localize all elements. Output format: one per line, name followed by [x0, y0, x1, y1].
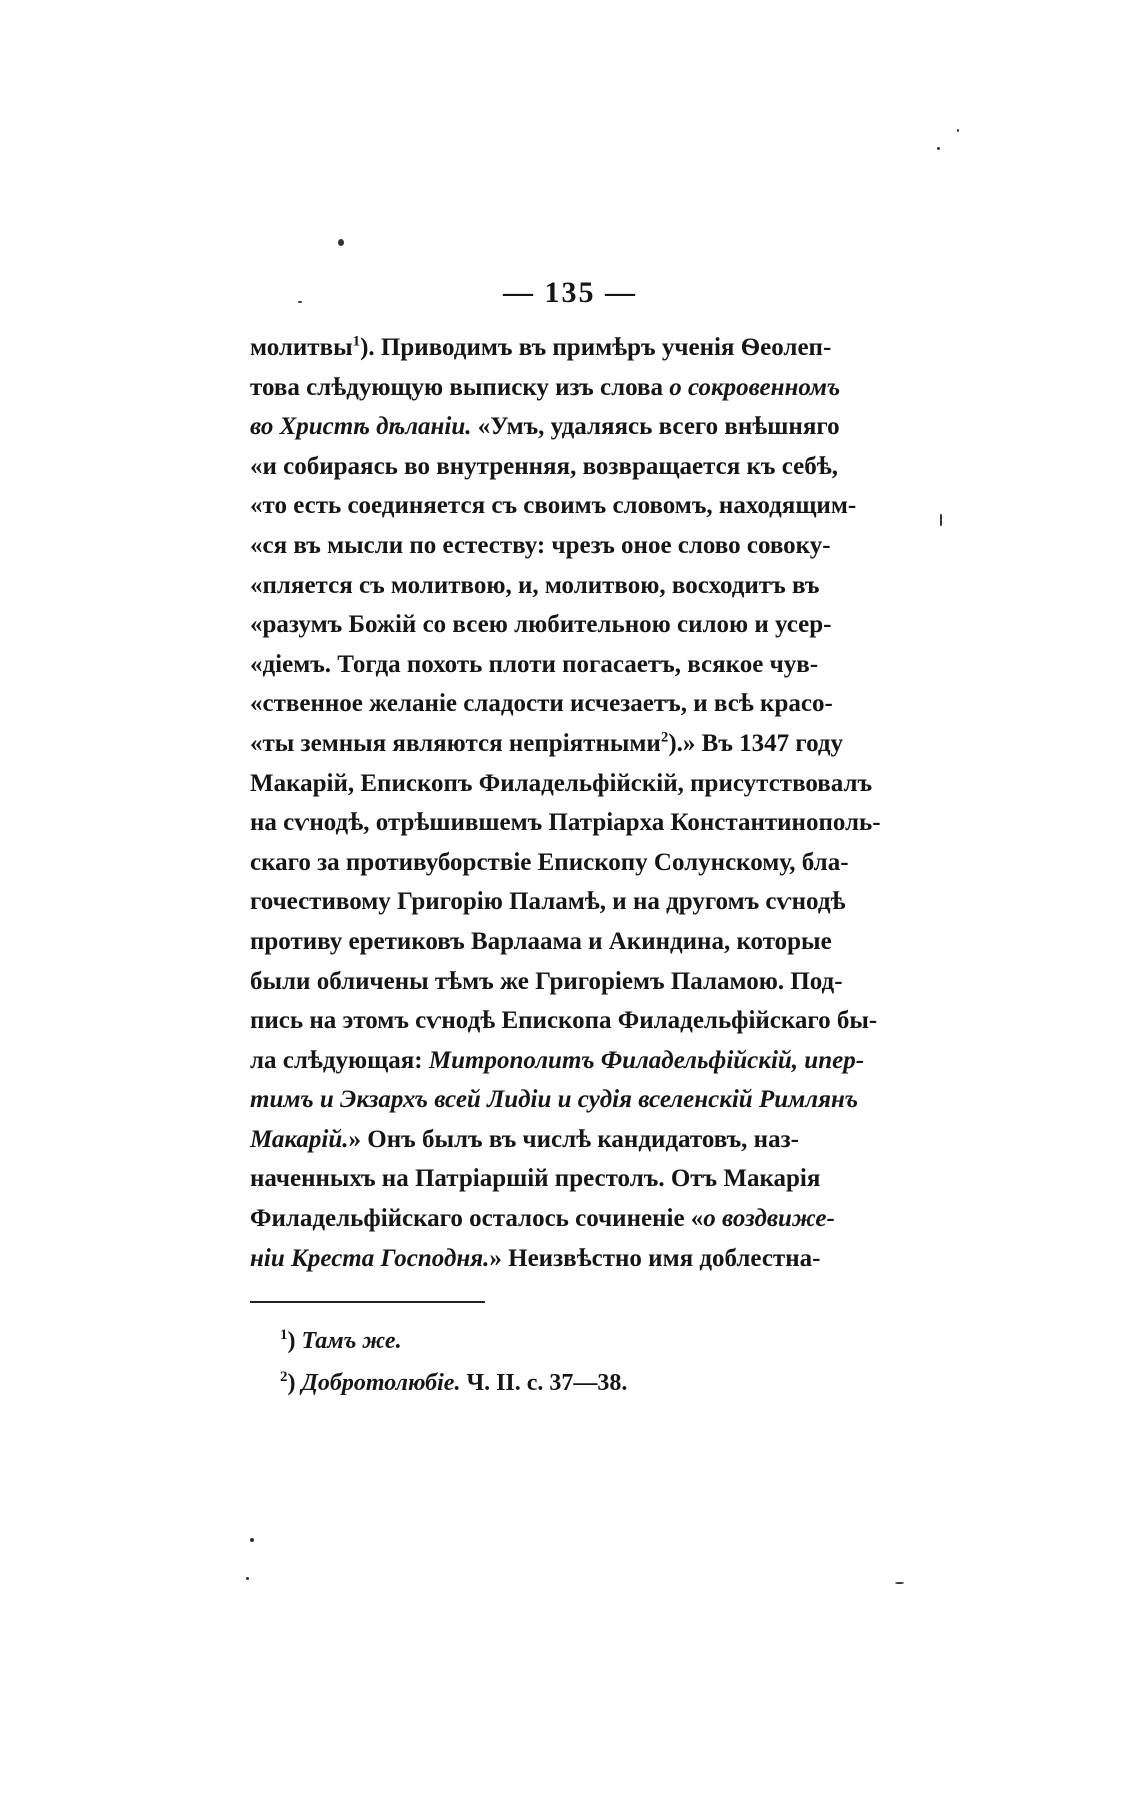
- text-line: [250, 328, 880, 368]
- text-line: [250, 645, 880, 685]
- text-segment: «ственное желаніе сладости исчезаетъ, и всѣ красо-: [250, 690, 833, 718]
- text-segment: «діемъ. Тогда похоть плоти погасаетъ, всякое чув-: [250, 650, 819, 678]
- text-segment: наченныхъ на Патріаршій престолъ. Отъ Макарія: [250, 1165, 821, 1193]
- text-line: [250, 1120, 880, 1160]
- text-line: [250, 1001, 880, 1041]
- scan-speck: [937, 147, 940, 150]
- scan-speck: [957, 129, 959, 132]
- scan-speck: [940, 514, 942, 526]
- text-segment: ): [287, 1328, 302, 1354]
- text-line: [250, 922, 880, 962]
- text-segment: на сѵнодѣ, отрѣшившемъ Патріарха Константинополь-: [250, 809, 881, 837]
- text-segment: «пляется съ молитвою, и, молитвою, восходитъ въ: [250, 571, 820, 599]
- text-line: [250, 1080, 880, 1120]
- text-segment: скаго за противуборствіе Епископу Солунскому, бла-: [250, 848, 849, 876]
- footnote: [280, 1320, 880, 1362]
- text-segment: молитвы: [250, 334, 353, 361]
- text-segment: пись на этомъ сѵнодѣ Епископа Филадельфійскаго бы-: [250, 1007, 878, 1035]
- text-line: [250, 447, 880, 487]
- text-line: [250, 803, 880, 843]
- text-segment: Филадельфійскаго осталось сочиненіе «: [250, 1205, 704, 1233]
- text-segment: ): [287, 1370, 302, 1396]
- italic-text: ніи Креста Господня.: [250, 1244, 490, 1272]
- text-segment: гочестивому Григорію Паламѣ, и на другомъ сѵнодѣ: [250, 888, 846, 916]
- text-line: [250, 684, 880, 724]
- text-line: [250, 605, 880, 645]
- text-line: [250, 1239, 880, 1279]
- text-line: [250, 526, 880, 566]
- text-line: [250, 962, 880, 1002]
- text-segment: ). Приводимъ въ примѣръ ученія Ѳеолеп-: [360, 334, 832, 361]
- text-segment: Макарій, Епископъ Филадельфійскій, присутствовалъ: [250, 769, 873, 797]
- text-segment: ).» Въ 1347 году: [668, 729, 844, 757]
- text-segment: » Онъ былъ въ числѣ кандидатовъ, наз-: [348, 1125, 799, 1153]
- text-segment: были обличены тѣмъ же Григоріемъ Паламою. Под-: [250, 967, 843, 995]
- text-line: [250, 1159, 880, 1199]
- body-text: [250, 328, 880, 1278]
- italic-text: Макарій.: [250, 1125, 349, 1153]
- scan-speck: [246, 1577, 249, 1580]
- italic-text: Добротолюбіе.: [301, 1370, 461, 1396]
- text-segment: противу еретиковъ Варлаама и Акиндина, которые: [250, 927, 832, 955]
- text-line: [250, 486, 880, 526]
- scan-speck: [250, 1538, 254, 1542]
- scan-speck: [298, 301, 302, 303]
- text-segment: това слѣдующую выписку изъ слова: [250, 373, 670, 401]
- italic-text: о сокровенномъ: [669, 373, 841, 401]
- footnote-marker: 1: [280, 1327, 288, 1343]
- text-line: [250, 1041, 880, 1081]
- text-line: [250, 1199, 880, 1239]
- footnotes: [280, 1320, 880, 1404]
- text-segment: «Умъ, удаляясь всего внѣшняго: [471, 413, 840, 441]
- text-segment: «разумъ Божій со всею любительною силою и усер-: [250, 611, 832, 639]
- footnote-marker: 2: [280, 1369, 288, 1385]
- scan-speck: [895, 1582, 904, 1584]
- text-segment: «ся въ мысли по естеству: чрезъ оное слово совоку-: [250, 531, 831, 559]
- footnote-rule: [250, 1301, 485, 1303]
- italic-text: во Христѣ дѣланіи.: [250, 413, 472, 441]
- footnote-marker: 1: [352, 333, 361, 350]
- italic-text: Тамъ же.: [301, 1328, 402, 1354]
- text-line: [250, 407, 880, 447]
- page-number: — 135 —: [503, 276, 637, 309]
- text-segment: «ты земныя являются непріятными: [250, 729, 661, 757]
- text-line: [250, 566, 880, 606]
- text-segment: «и собираясь во внутренняя, возвращается къ себѣ,: [250, 452, 839, 480]
- text-line: [250, 882, 880, 922]
- italic-text: о воздвиже-: [703, 1205, 835, 1233]
- text-segment: » Неизвѣстно имя доблестна-: [489, 1244, 821, 1272]
- text-segment: «то есть соединяется съ своимъ словомъ, находящим-: [250, 492, 857, 520]
- footnote: [280, 1362, 880, 1404]
- text-segment: ла слѣдующая:: [250, 1046, 429, 1074]
- text-segment: Ч. II. с. 37—38.: [460, 1370, 628, 1396]
- text-line: [250, 764, 880, 804]
- text-line: [250, 843, 880, 883]
- scan-speck: [338, 239, 344, 246]
- italic-text: тимъ и Экзархъ всей Лидіи и судія вселенскій Римлянъ: [250, 1086, 859, 1114]
- footnote-marker: 2: [660, 729, 669, 746]
- text-line: [250, 368, 880, 408]
- text-line: [250, 724, 880, 764]
- italic-text: Митрополитъ Филадельфійскій, ипер-: [428, 1046, 865, 1074]
